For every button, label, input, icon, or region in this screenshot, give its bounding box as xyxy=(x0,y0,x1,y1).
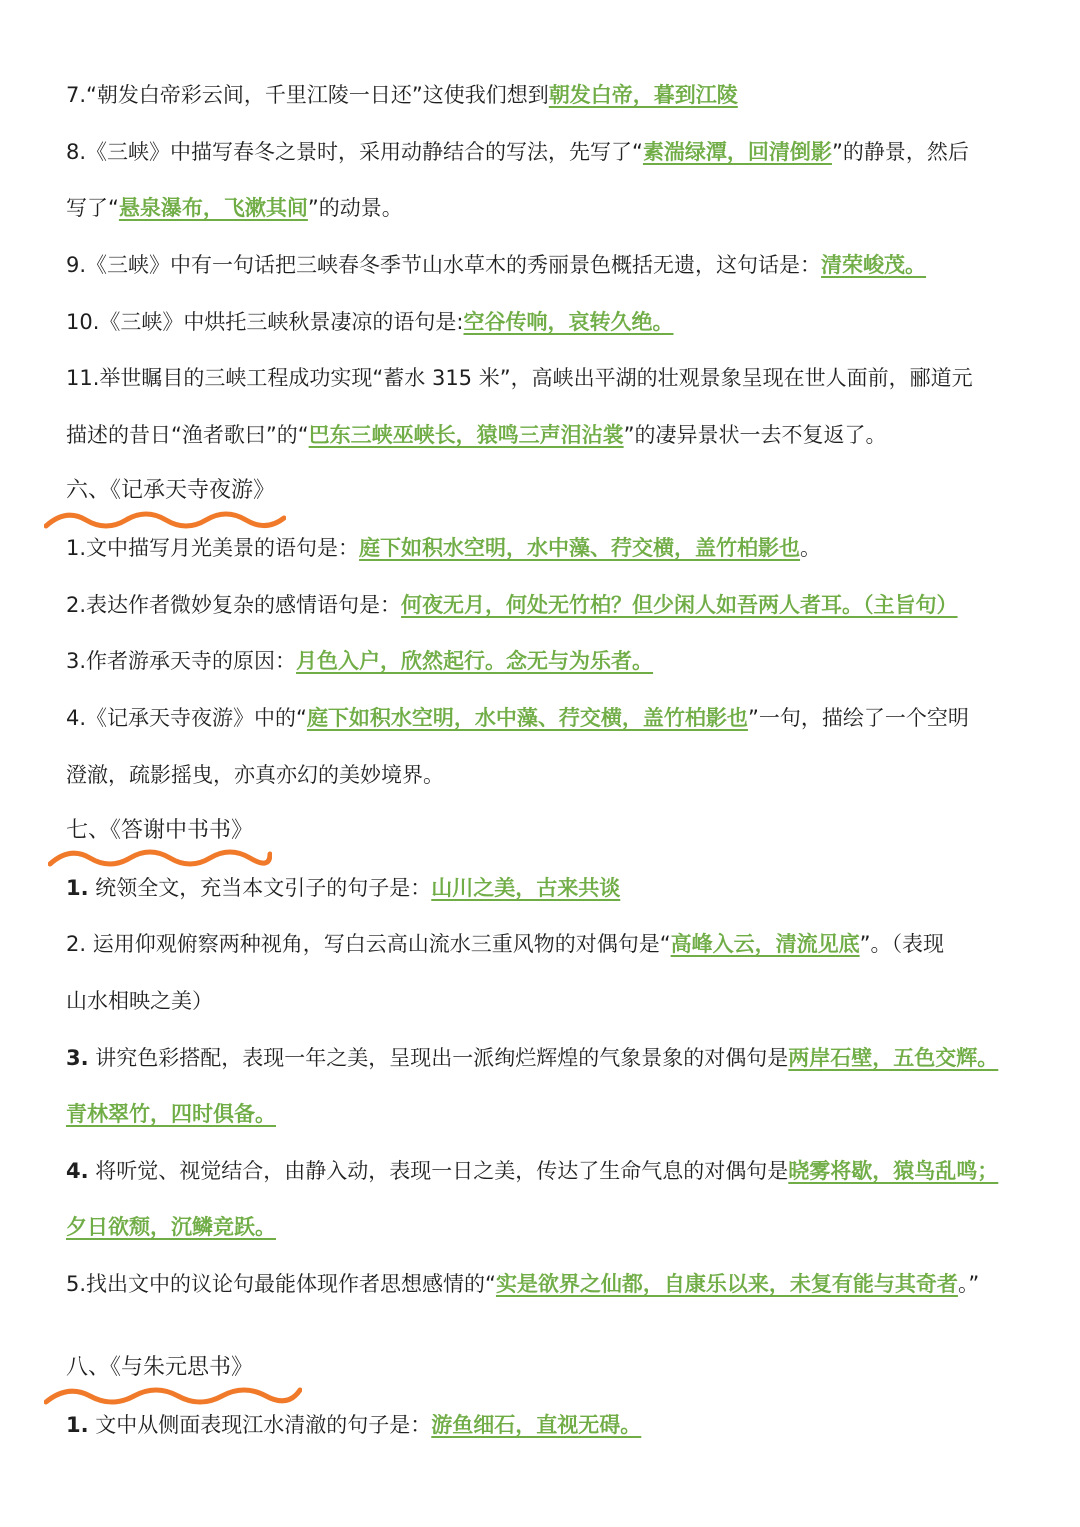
item-9: 9.《三峡》中有一句话把三峡春冬季节山水草木的秀丽景色概括无遗，这句话是：清荣峻茂。 xyxy=(66,253,927,277)
section-heading-6: 六、《记承天寺夜游》 xyxy=(66,478,276,503)
sec7-item-5: 5.找出文中的议论句最能体现作者思想感情的“实是欲界之仙都，自康乐以来，未复有能与其奇者。” xyxy=(66,1272,980,1296)
wave-underline-decoration xyxy=(44,1382,302,1408)
answer: 空谷传响，哀转久绝。 xyxy=(463,310,674,334)
answer: 庭下如积水空明，水中藻、荇交横，盖竹柏影也 xyxy=(359,536,801,560)
sec6-item-4: 4.《记承天寺夜游》中的“庭下如积水空明，水中藻、荇交横，盖竹柏影也”一句，描绘了一个空明 xyxy=(66,706,969,730)
answer: 何夜无月，何处无竹柏？但少闲人如吾两人者耳。（主旨句） xyxy=(401,593,958,617)
sec8-item-1: 1. 文中从侧面表现江水清澈的句子是：游鱼细石，直视无碍。 xyxy=(66,1413,642,1437)
answer: 庭下如积水空明，水中藻、荇交横，盖竹柏影也 xyxy=(306,706,748,730)
answer: 夕日欲颓，沉鳞竞跃。 xyxy=(66,1215,276,1239)
sec7-item-2-line-2: 山水相映之美） xyxy=(66,989,213,1013)
section-heading-8: 八、《与朱元思书》 xyxy=(66,1355,254,1380)
answer: 素湍绿潭，回清倒影 xyxy=(642,140,832,164)
sec7-item-4: 4. 将听觉、视觉结合，由静入动，表现一日之美，传达了生命气息的对偶句是晓雾将歇，猿鸟乱鸣； xyxy=(66,1159,999,1183)
answer: 游鱼细石，直视无碍。 xyxy=(431,1413,642,1437)
answer: 山川之美，古来共谈 xyxy=(431,876,621,900)
sec7-item-1: 1. 统领全文，充当本文引子的句子是：山川之美，古来共谈 xyxy=(66,876,621,900)
sec7-item-3: 3. 讲究色彩搭配，表现一年之美，呈现出一派绚烂辉煌的气象景象的对偶句是两岸石壁，五色交辉。 xyxy=(66,1046,999,1070)
item-11-line-2: 描述的昔日“渔者歌曰”的“巴东三峡巫峡长，猿鸣三声泪沾裳”的凄异景状一去不复返了。 xyxy=(66,423,887,447)
sec6-item-1: 1.文中描写月光美景的语句是：庭下如积水空明，水中藻、荇交横，盖竹柏影也。 xyxy=(66,536,822,560)
answer: 悬泉瀑布，飞漱其间 xyxy=(118,196,308,220)
answer: 朝发白帝，暮到江陵 xyxy=(548,83,738,107)
item-10: 10.《三峡》中烘托三峡秋景凄凉的语句是:空谷传响，哀转久绝。 xyxy=(66,310,674,334)
answer: 实是欲界之仙都，自康乐以来，未复有能与其奇者 xyxy=(495,1272,958,1296)
sec7-item-3-line-2 xyxy=(66,1099,1016,1129)
item-8-line-2: 写了“悬泉瀑布，飞漱其间”的动景。 xyxy=(66,196,403,220)
wave-underline-decoration xyxy=(48,844,272,870)
wave-underline-decoration xyxy=(44,506,286,532)
answer: 清荣峻茂。 xyxy=(821,253,927,277)
answer: 两岸石壁，五色交辉。 xyxy=(788,1046,999,1070)
item-11: 11.举世瞩目的三峡工程成功实现“蓄水 315 米”，高峡出平湖的壮观景象呈现在世人面前，郦道元 xyxy=(66,366,973,390)
item-8: 8.《三峡》中描写春冬之景时，采用动静结合的写法，先写了“素湍绿潭，回清倒影”的静景，然后 xyxy=(66,140,969,164)
answer: 高峰入云，清流见底 xyxy=(670,932,860,956)
item-7: 7.“朝发白帝彩云间，千里江陵一日还”这使我们想到朝发白帝，暮到江陵 xyxy=(66,83,738,107)
section-heading-7: 七、《答谢中书书》 xyxy=(66,818,254,843)
answer: 月色入户，欣然起行。念无与为乐者。 xyxy=(296,649,654,673)
answer: 青林翠竹，四时俱备。 xyxy=(66,1102,276,1126)
sec6-item-4-line-2: 澄澈，疏影摇曳，亦真亦幻的美妙境界。 xyxy=(66,763,444,787)
sec6-item-2: 2.表达作者微妙复杂的感情语句是：何夜无月，何处无竹柏？但少闲人如吾两人者耳。（主旨句） xyxy=(66,593,958,617)
sec7-item-2: 2. 运用仰观俯察两种视角，写白云高山流水三重风物的对偶句是“高峰入云，清流见底”。（表现 xyxy=(66,932,944,956)
sec6-item-3: 3.作者游承天寺的原因：月色入户，欣然起行。念无与为乐者。 xyxy=(66,649,654,673)
answer: 晓雾将歇，猿鸟乱鸣； xyxy=(788,1159,999,1183)
sec7-item-4-line-2 xyxy=(66,1212,1016,1242)
answer: 巴东三峡巫峡长，猿鸣三声泪沾裳 xyxy=(308,423,624,447)
